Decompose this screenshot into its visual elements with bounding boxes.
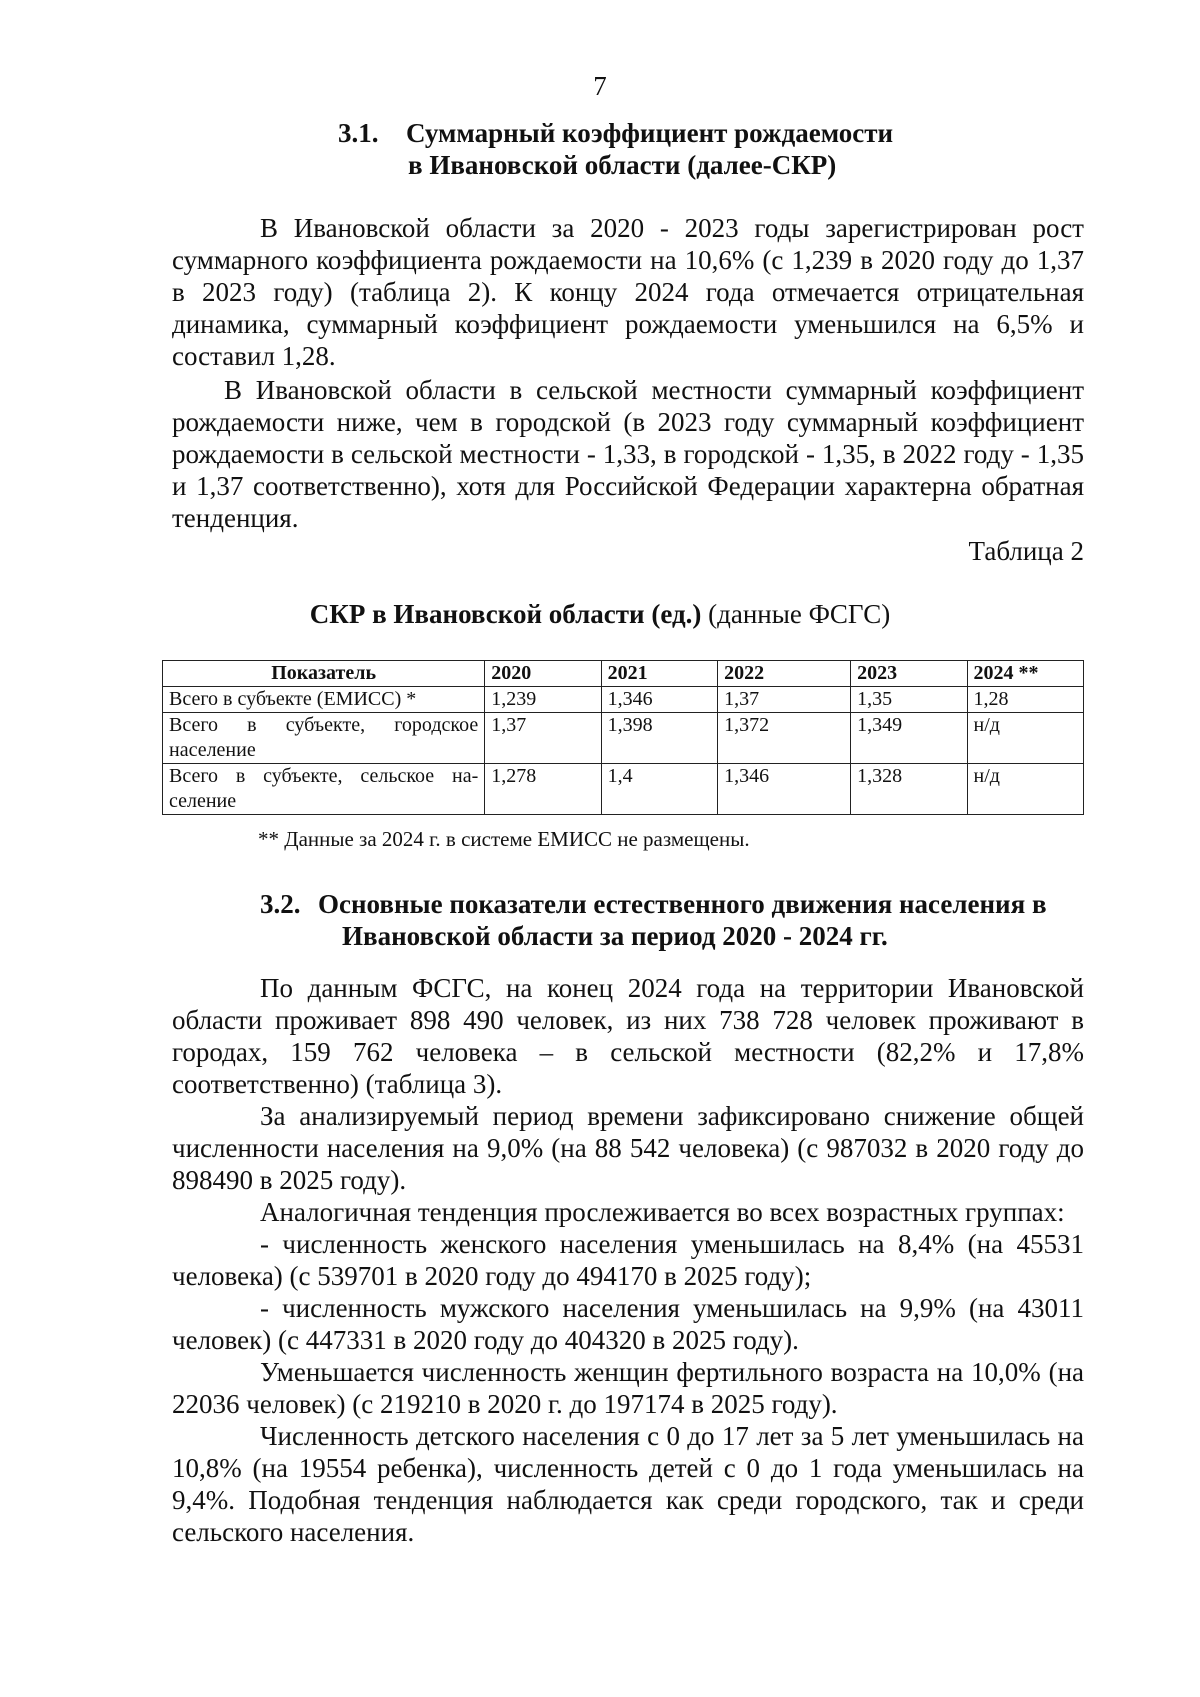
section-3-2-body (172, 972, 1084, 1548)
table-cell: 1,349 (851, 713, 967, 764)
table-cell: 1,346 (718, 764, 851, 815)
section-3-2-paragraph: За анализируемый период времени зафиксировано снижение общей численности населения на 9,0% (на 88 542 человека) (с 987032 в 2020 году до 898490 в 2025 году). (172, 1101, 1084, 1195)
table-header-2022: 2022 (718, 661, 851, 687)
table-cell: 1,239 (485, 687, 601, 713)
table-cell: н/д (967, 764, 1083, 815)
table-cell: 1,328 (851, 764, 967, 815)
section-3-2-paragraph: По данным ФСГС, на конец 2024 года на территории Ивановской области проживает 898 490 человек, из них 738 728 человек проживают в городах, 159 762 человека – в сельской местности (82,2% и 17,8% соответственно) (таблица 3). (172, 973, 1084, 1099)
table-header-row (163, 661, 1084, 687)
table-cell: 1,346 (601, 687, 717, 713)
section-3-2-paragraph: Численность детского населения с 0 до 17 лет за 5 лет уменьшилась на 10,8% (на 19554 ребенка), численность детей с 0 до 1 года уменьшилась на 9,4%. Подобная тенденция наблюдается как среди городского, так и среди сельского населения. (172, 1421, 1084, 1547)
table-header-indicator: Показатель (163, 661, 485, 687)
section-3-2-number: 3.2. (260, 889, 301, 919)
table-reference: Таблица 2 (968, 536, 1084, 566)
section-3-2-list-item: - численность мужского населения уменьшилась на 9,9% (на 43011 человек) (с 447331 в 2020 году до 404320 в 2025 году). (172, 1293, 1084, 1355)
table-row (163, 764, 1084, 815)
table-cell: 1,278 (485, 764, 601, 815)
table-cell: н/д (967, 713, 1083, 764)
page-number: 7 (593, 71, 607, 101)
table-cell-label: Всего в субъекте, сельское на-селение (163, 764, 485, 815)
table-cell: 1,37 (485, 713, 601, 764)
section-3-1-paragraph-2: В Ивановской области в сельской местности суммарный коэффициент рождаемости ниже, чем в городской (в 2023 году суммарный коэффициент рождаемости в сельской местности - 1,33, в городской - 1,35, в 2022 году - 1,35 и 1,37 соответственно), хотя для Российской Федерации характерна обратная тенденция. (172, 375, 1084, 533)
table-header-2023: 2023 (851, 661, 967, 687)
data-table (162, 660, 1084, 815)
table-cell: 1,35 (851, 687, 967, 713)
table-cell: 1,37 (718, 687, 851, 713)
section-3-1-paragraph-1: В Ивановской области за 2020 - 2023 годы зарегистрирован рост суммарного коэффициента рождаемости на 10,6% (с 1,239 в 2020 году до 1,37 в 2023 году) (таблица 2). К концу 2024 года отмечается отрицательная динамика, суммарный коэффициент рождаемости уменьшился на 6,5% и составил 1,28. (172, 213, 1084, 371)
section-3-2-paragraph: Аналогичная тенденция прослеживается во всех возрастных группах: (260, 1197, 1065, 1227)
table-caption (0, 598, 1200, 630)
section-3-2-list-item: - численность женского населения уменьшилась на 8,4% (на 45531 человека) (с 539701 в 2020 году до 494170 в 2025 году); (172, 1229, 1084, 1291)
section-3-1-title-line1: 3.1. Суммарный коэффициент рождаемости (338, 118, 894, 148)
table-caption-source: (данные ФСГС) (701, 599, 891, 629)
table-header-2021: 2021 (601, 661, 717, 687)
table-caption-bold: СКР в Ивановской области (ед.) (309, 599, 702, 629)
section-3-2-title-line2: Ивановской области за период 2020 - 2024 гг. (342, 921, 888, 951)
table-footnote: ** Данные за 2024 г. в системе ЕМИСС не размещены. (258, 827, 750, 851)
table-cell: 1,4 (601, 764, 717, 815)
table-cell-label: Всего в субъекте (ЕМИСС) * (163, 687, 485, 713)
table-header-2020: 2020 (485, 661, 601, 687)
table-cell: 1,28 (967, 687, 1083, 713)
section-3-1-title-line2: в Ивановской области (далее-СКР) (408, 150, 837, 180)
section-3-1-number: 3.1. (338, 118, 379, 148)
table-cell-label: Всего в субъекте, городское население (163, 713, 485, 764)
table-header-2024: 2024 ** (967, 661, 1083, 687)
table-row (163, 713, 1084, 764)
section-3-1-heading (300, 117, 920, 181)
section-3-2-title-line1: 3.2. Основные показатели естественного движения населения в (260, 889, 1047, 919)
table-row (163, 687, 1084, 713)
table-cell: 1,372 (718, 713, 851, 764)
table-cell: 1,398 (601, 713, 717, 764)
section-3-2-paragraph: Уменьшается численность женщин фертильного возраста на 10,0% (на 22036 человек) (с 219210 в 2020 г. до 197174 в 2025 году). (172, 1357, 1084, 1419)
section-3-2-heading (230, 888, 1100, 952)
